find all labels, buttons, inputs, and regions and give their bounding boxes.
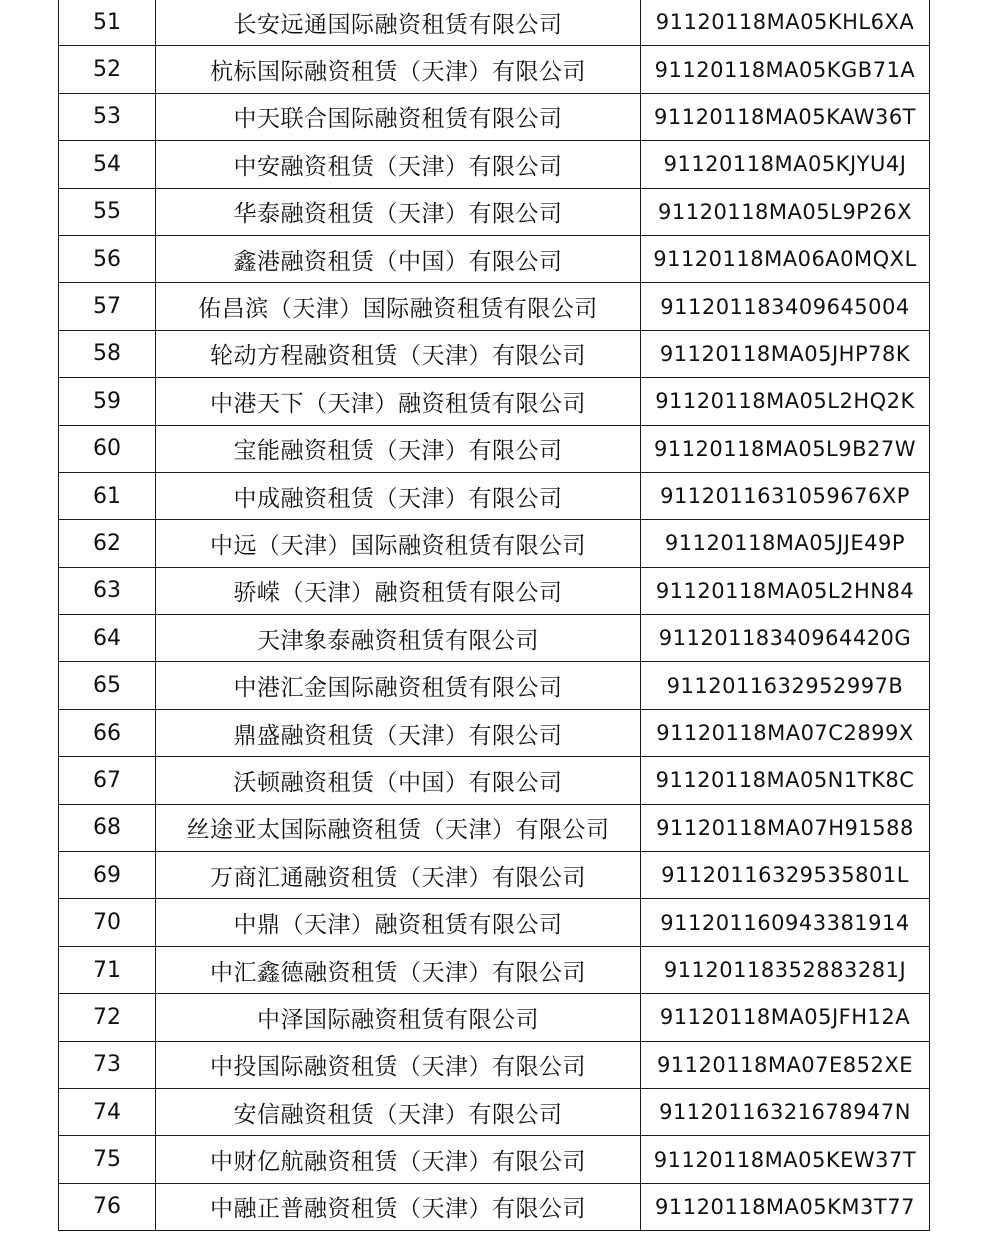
- table-row: [59, 804, 930, 851]
- company-name-cell: 中鼎（天津）融资租赁有限公司: [156, 899, 641, 946]
- row-number-cell: 69: [59, 852, 156, 899]
- row-number-cell: 52: [59, 46, 156, 93]
- row-number-cell: 51: [59, 0, 156, 46]
- table-row: [59, 709, 930, 756]
- table-row: [59, 615, 930, 662]
- row-number-cell: 68: [59, 804, 156, 851]
- table-row: [59, 235, 930, 282]
- row-number-cell: 71: [59, 946, 156, 993]
- table-row: [59, 899, 930, 946]
- table-row: [59, 141, 930, 188]
- table-row: [59, 93, 930, 140]
- credit-code-cell: 91120118MA06A0MQXL: [641, 235, 930, 282]
- credit-code-cell: 9112011632952997B: [641, 662, 930, 709]
- company-name-cell: 杭标国际融资租赁（天津）有限公司: [156, 46, 641, 93]
- credit-code-cell: 91120118MA05KGB71A: [641, 46, 930, 93]
- credit-code-cell: 91120118MA05L2HQ2K: [641, 378, 930, 425]
- row-number-cell: 61: [59, 472, 156, 519]
- table-row: [59, 425, 930, 472]
- table-row: [59, 1088, 930, 1135]
- company-name-cell: 中港天下（天津）融资租赁有限公司: [156, 378, 641, 425]
- credit-code-cell: 91120118352883281J: [641, 946, 930, 993]
- table-row: [59, 378, 930, 425]
- company-table: [58, 0, 930, 1231]
- credit-code-cell: 91120118MA05JFH12A: [641, 994, 930, 1041]
- company-name-cell: 万商汇通融资租赁（天津）有限公司: [156, 852, 641, 899]
- company-name-cell: 中融正普融资租赁（天津）有限公司: [156, 1183, 641, 1230]
- row-number-cell: 64: [59, 615, 156, 662]
- row-number-cell: 72: [59, 994, 156, 1041]
- row-number-cell: 53: [59, 93, 156, 140]
- table-row: [59, 520, 930, 567]
- credit-code-cell: 91120118MA07E852XE: [641, 1041, 930, 1088]
- credit-code-cell: 91120118MA05L2HN84: [641, 567, 930, 614]
- row-number-cell: 67: [59, 757, 156, 804]
- credit-code-cell: 91120118MA05L9P26X: [641, 188, 930, 235]
- credit-code-cell: 911201160943381914: [641, 899, 930, 946]
- credit-code-cell: 91120118MA07C2899X: [641, 709, 930, 756]
- table-row: [59, 46, 930, 93]
- table-row: [59, 330, 930, 377]
- company-name-cell: 鑫港融资租赁（中国）有限公司: [156, 235, 641, 282]
- company-name-cell: 丝途亚太国际融资租赁（天津）有限公司: [156, 804, 641, 851]
- table-row: [59, 188, 930, 235]
- credit-code-cell: 91120118MA05KHL6XA: [641, 0, 930, 46]
- row-number-cell: 55: [59, 188, 156, 235]
- credit-code-cell: 91120118MA05KEW37T: [641, 1136, 930, 1183]
- company-name-cell: 中投国际融资租赁（天津）有限公司: [156, 1041, 641, 1088]
- company-name-cell: 佑昌滨（天津）国际融资租赁有限公司: [156, 283, 641, 330]
- company-name-cell: 天津象泰融资租赁有限公司: [156, 615, 641, 662]
- company-name-cell: 中安融资租赁（天津）有限公司: [156, 141, 641, 188]
- row-number-cell: 62: [59, 520, 156, 567]
- row-number-cell: 73: [59, 1041, 156, 1088]
- row-number-cell: 66: [59, 709, 156, 756]
- company-name-cell: 骄嵘（天津）融资租赁有限公司: [156, 567, 641, 614]
- credit-code-cell: 91120118MA05KAW36T: [641, 93, 930, 140]
- table-row: [59, 946, 930, 993]
- row-number-cell: 57: [59, 283, 156, 330]
- credit-code-cell: 911201183409645004: [641, 283, 930, 330]
- credit-code-cell: 91120118MA07H91588: [641, 804, 930, 851]
- company-name-cell: 宝能融资租赁（天津）有限公司: [156, 425, 641, 472]
- company-table-container: [58, 0, 930, 1231]
- row-number-cell: 76: [59, 1183, 156, 1230]
- table-row: [59, 472, 930, 519]
- table-row: [59, 662, 930, 709]
- company-name-cell: 中远（天津）国际融资租赁有限公司: [156, 520, 641, 567]
- company-name-cell: 华泰融资租赁（天津）有限公司: [156, 188, 641, 235]
- table-row: [59, 0, 930, 46]
- row-number-cell: 56: [59, 235, 156, 282]
- table-row: [59, 1183, 930, 1230]
- row-number-cell: 59: [59, 378, 156, 425]
- row-number-cell: 75: [59, 1136, 156, 1183]
- credit-code-cell: 91120116321678947N: [641, 1088, 930, 1135]
- company-name-cell: 中财亿航融资租赁（天津）有限公司: [156, 1136, 641, 1183]
- row-number-cell: 54: [59, 141, 156, 188]
- row-number-cell: 65: [59, 662, 156, 709]
- row-number-cell: 60: [59, 425, 156, 472]
- company-name-cell: 中成融资租赁（天津）有限公司: [156, 472, 641, 519]
- company-name-cell: 轮动方程融资租赁（天津）有限公司: [156, 330, 641, 377]
- table-row: [59, 283, 930, 330]
- credit-code-cell: 91120118MA05JJE49P: [641, 520, 930, 567]
- company-name-cell: 中港汇金国际融资租赁有限公司: [156, 662, 641, 709]
- row-number-cell: 58: [59, 330, 156, 377]
- credit-code-cell: 91120116329535801L: [641, 852, 930, 899]
- table-row: [59, 1041, 930, 1088]
- table-row: [59, 757, 930, 804]
- credit-code-cell: 91120118MA05KM3T77: [641, 1183, 930, 1230]
- credit-code-cell: 91120118MA05L9B27W: [641, 425, 930, 472]
- row-number-cell: 63: [59, 567, 156, 614]
- table-row: [59, 1136, 930, 1183]
- table-row: [59, 852, 930, 899]
- company-name-cell: 沃顿融资租赁（中国）有限公司: [156, 757, 641, 804]
- table-row: [59, 994, 930, 1041]
- company-name-cell: 长安远通国际融资租赁有限公司: [156, 0, 641, 46]
- row-number-cell: 74: [59, 1088, 156, 1135]
- company-name-cell: 中泽国际融资租赁有限公司: [156, 994, 641, 1041]
- row-number-cell: 70: [59, 899, 156, 946]
- company-name-cell: 中汇鑫德融资租赁（天津）有限公司: [156, 946, 641, 993]
- table-row: [59, 567, 930, 614]
- company-table-body: [59, 0, 930, 1231]
- company-name-cell: 中天联合国际融资租赁有限公司: [156, 93, 641, 140]
- credit-code-cell: 91120118MA05JHP78K: [641, 330, 930, 377]
- company-name-cell: 鼎盛融资租赁（天津）有限公司: [156, 709, 641, 756]
- credit-code-cell: 91120118MA05N1TK8C: [641, 757, 930, 804]
- credit-code-cell: 91120118340964420G: [641, 615, 930, 662]
- credit-code-cell: 91120118MA05KJYU4J: [641, 141, 930, 188]
- company-name-cell: 安信融资租赁（天津）有限公司: [156, 1088, 641, 1135]
- credit-code-cell: 9112011631059676XP: [641, 472, 930, 519]
